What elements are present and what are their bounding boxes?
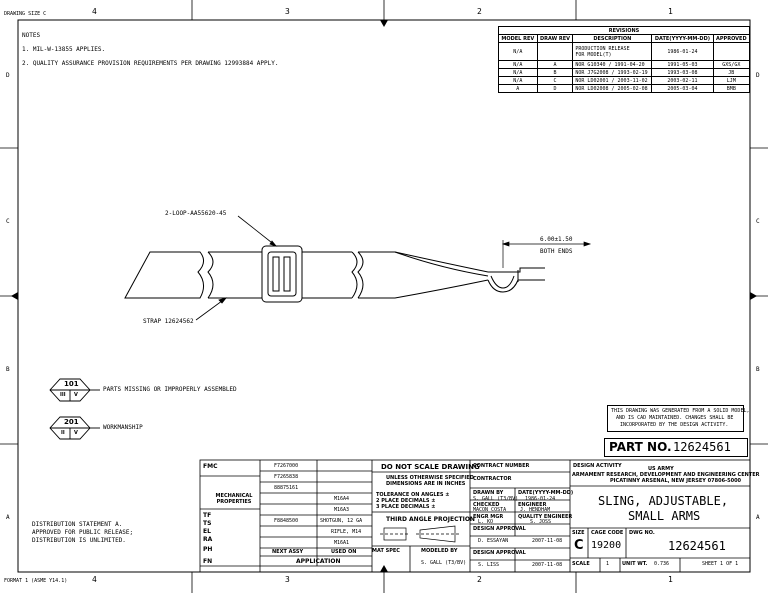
design-approval2-label: DESIGN APPROVAL	[473, 550, 526, 556]
used-on-cell: M16A1	[334, 540, 350, 546]
drawn-date: 1986-01-24	[525, 496, 556, 502]
zone-top-2: 2	[477, 7, 482, 16]
checked-by: MACON COSTA	[473, 507, 507, 513]
app-label: MECHANICAL PROPERTIES	[215, 493, 253, 505]
agency-line: ARMAMENT RESEARCH, DEVELOPMENT AND ENGINEERING CENTER	[572, 472, 760, 478]
solid-model-note-line: AND IS CAD MAINTAINED. CHANGES SHALL BE	[616, 415, 734, 421]
zone-right-d: D	[756, 72, 760, 79]
rev-cell: 2005-03-04	[652, 85, 713, 93]
revisions-title: REVISIONS	[499, 27, 750, 35]
qa-code: 101	[64, 380, 79, 388]
agency-line: US ARMY	[648, 466, 674, 472]
zone-left-c: C	[6, 218, 10, 225]
note-2: 2. QUALITY ASSURANCE PROVISION REQUIREMENTS PER DRAWING 12993884 APPLY.	[22, 60, 279, 67]
qa-class-left: III	[60, 392, 66, 398]
rev-header: APPROVED	[713, 35, 749, 43]
next-assy-cell: F8848500	[274, 518, 299, 524]
rev-cell: NOR LD02008 / 2005-02-08	[573, 85, 652, 93]
next-assy-cell: F7265838	[274, 474, 299, 480]
rev-cell: 1991-05-03	[652, 61, 713, 69]
weight-value: 0.736	[654, 561, 670, 567]
rev-cell: BMB	[713, 85, 749, 93]
qa-code: 201	[64, 418, 79, 426]
dwg-label: DWG NO.	[629, 530, 655, 536]
drawing-title-line: SMALL ARMS	[628, 509, 701, 523]
drawn-by: S. GALL (T3/BV)	[473, 496, 519, 502]
loop-callout: 2-LOOP-AA55620-45	[165, 210, 227, 217]
qa-class-left: II	[61, 430, 65, 436]
used-on-cell: RIFLE, M14	[331, 529, 362, 535]
rev-cell: C	[537, 77, 573, 85]
zone-left-a: A	[6, 514, 10, 521]
scale-label: SCALE	[572, 561, 590, 567]
tolerance-line: UNLESS OTHERWISE SPECIFIED	[386, 475, 474, 481]
rev-cell: LJM	[713, 77, 749, 85]
qa-class-right: V	[74, 392, 78, 398]
engineer-label: ENGINEER	[518, 502, 547, 508]
drawing-title-line: SLING, ADJUSTABLE,	[598, 494, 729, 508]
rev-header: MODEL REV	[499, 35, 538, 43]
checked-label: CHECKED	[473, 502, 500, 508]
rev-cell: JB	[713, 69, 749, 77]
design-approval-date: 2007-11-08	[532, 538, 563, 544]
drawing-size-label: DRAWING SIZE C	[4, 11, 47, 17]
used-on-label: USED ON	[331, 549, 357, 555]
rev-cell: B	[537, 69, 573, 77]
next-assy-cell: F7267000	[274, 463, 299, 469]
drawn-label: DRAWN BY	[473, 490, 504, 496]
rev-header: DRAW REV	[537, 35, 573, 43]
design-approval2: S. LISS	[478, 562, 500, 568]
dimension-value: 6.00±1.50	[540, 236, 573, 243]
rev-cell: NOR J7G2008 / 1993-02-19	[573, 69, 652, 77]
rev-cell: N/A	[499, 77, 538, 85]
zone-right-a: A	[756, 514, 760, 521]
dwg-value: 12624561	[668, 539, 726, 553]
application-title: APPLICATION	[296, 558, 341, 565]
distribution-line: DISTRIBUTION STATEMENT A.	[32, 521, 123, 528]
zone-bottom-1: 1	[668, 575, 673, 584]
used-on-cell: M16A3	[334, 507, 350, 513]
dimension-note: BOTH ENDS	[540, 248, 573, 255]
tolerance-line: 2 PLACE DECIMALS ±	[376, 498, 436, 504]
zone-bottom-2: 2	[477, 575, 482, 584]
next-assy-cell: 88875161	[274, 485, 299, 491]
distribution-line: DISTRIBUTION IS UNLIMITED.	[32, 537, 126, 544]
solid-model-note-line: THIS DRAWING WAS GENERATED FROM A SOLID MODEL,	[611, 408, 750, 414]
do-not-scale: DO NOT SCALE DRAWING	[381, 463, 480, 471]
strap-callout: STRAP 12624562	[143, 318, 194, 325]
part-no-value: 12624561	[673, 440, 731, 454]
weight-label: UNIT WT.	[622, 561, 648, 567]
used-on-cell: SHOTGUN, 12 GA	[320, 518, 363, 524]
rev-header: DESCRIPTION	[573, 35, 652, 43]
rev-cell: N/A	[499, 69, 538, 77]
zone-left-d: D	[6, 72, 10, 79]
date-label: DATE(YYYY-MM-DD)	[518, 490, 574, 496]
engr-mgr-label: ENGR MGR	[473, 514, 504, 520]
modeled-by: S. GALL (T3/BV)	[421, 560, 467, 566]
zone-top-3: 3	[285, 7, 290, 16]
engr-mgr: L. KO	[478, 519, 494, 525]
zone-left-b: B	[6, 366, 10, 373]
qa-text: WORKMANSHIP	[103, 424, 143, 431]
app-label: EL	[203, 528, 211, 535]
design-approval: D. ESSAYAN	[478, 538, 509, 544]
tolerance-line: 3 PLACE DECIMALS ±	[376, 504, 436, 510]
rev-cell: D	[537, 85, 573, 93]
zone-top-4: 4	[92, 7, 97, 16]
contract-label: CONTRACT NUMBER	[473, 463, 530, 469]
quality: S. JOSS	[530, 519, 552, 525]
zone-bottom-3: 3	[285, 575, 290, 584]
zone-top-1: 1	[668, 7, 673, 16]
format-label: FORMAT 1 (ASME Y14.1)	[4, 578, 68, 584]
rev-cell: 2003-02-11	[652, 77, 713, 85]
app-label: FN	[203, 558, 213, 565]
tolerance-line: TOLERANCE ON ANGLES ±	[376, 492, 450, 498]
rev-cell: PRODUCTION RELEASE FOR MODEL(T)	[573, 43, 652, 61]
app-label: PH	[203, 546, 213, 553]
next-assy-label: NEXT ASSY	[272, 549, 304, 555]
used-on-cell: M16A4	[334, 496, 350, 502]
modeled-by-label: MODELED BY	[421, 548, 458, 554]
contractor-label: CONTRACTOR	[473, 476, 512, 482]
projection-label: THIRD ANGLE PROJECTION	[386, 516, 475, 523]
part-no-label: PART NO.	[609, 440, 672, 454]
distribution-line: APPROVED FOR PUBLIC RELEASE;	[32, 529, 134, 536]
rev-cell: 1986-01-24	[652, 43, 713, 61]
note-1: 1. MIL-W-13855 APPLIES.	[22, 46, 106, 53]
scale-value: 1	[606, 561, 610, 567]
rev-cell: GXS/GX	[713, 61, 749, 69]
design-approval-label: DESIGN APPROVAL	[473, 526, 526, 532]
notes-title: NOTES	[22, 32, 41, 39]
rev-cell: A	[537, 61, 573, 69]
app-label: FMC	[203, 463, 218, 470]
zone-right-b: B	[756, 366, 760, 373]
zone-bottom-4: 4	[92, 575, 97, 584]
design-approval2-date: 2007-11-08	[532, 562, 563, 568]
rev-cell: NOR LD02001 / 2003-11-02	[573, 77, 652, 85]
quality-label: QUALITY ENGINEER	[518, 514, 573, 520]
qa-text: PARTS MISSING OR IMPROPERLY ASSEMBLED	[103, 386, 237, 393]
size-value: C	[574, 538, 584, 553]
rev-cell: N/A	[499, 43, 538, 61]
app-label: RA	[203, 536, 213, 543]
rev-cell: NOR G10340 / 1991-04-20	[573, 61, 652, 69]
rev-header: DATE(YYYY-MM-DD)	[652, 35, 713, 43]
qa-class-right: V	[74, 430, 78, 436]
tolerance-line: DIMENSIONS ARE IN INCHES	[386, 481, 466, 487]
rev-cell: N/A	[499, 61, 538, 69]
sheet-value: SHEET 1 OF 1	[702, 561, 739, 567]
cage-value: 19200	[591, 540, 622, 551]
app-label: TF	[203, 512, 212, 519]
size-label: SIZE	[572, 530, 585, 536]
solid-model-note-line: INCORPORATED BY THE DESIGN ACTIVITY.	[620, 422, 729, 428]
engineer: J. HENDHAM	[520, 507, 551, 513]
rev-cell: A	[499, 85, 538, 93]
cage-label: CAGE CODE	[591, 530, 624, 536]
app-label: TS	[203, 520, 212, 527]
zone-right-c: C	[756, 218, 760, 225]
mat-spec-label: MAT SPEC	[372, 548, 400, 554]
rev-cell: 1993-03-08	[652, 69, 713, 77]
agency-line: PICATINNY ARSENAL, NEW JERSEY 07806-5000	[610, 478, 742, 484]
design-activity-label: DESIGN ACTIVITY	[573, 463, 622, 469]
